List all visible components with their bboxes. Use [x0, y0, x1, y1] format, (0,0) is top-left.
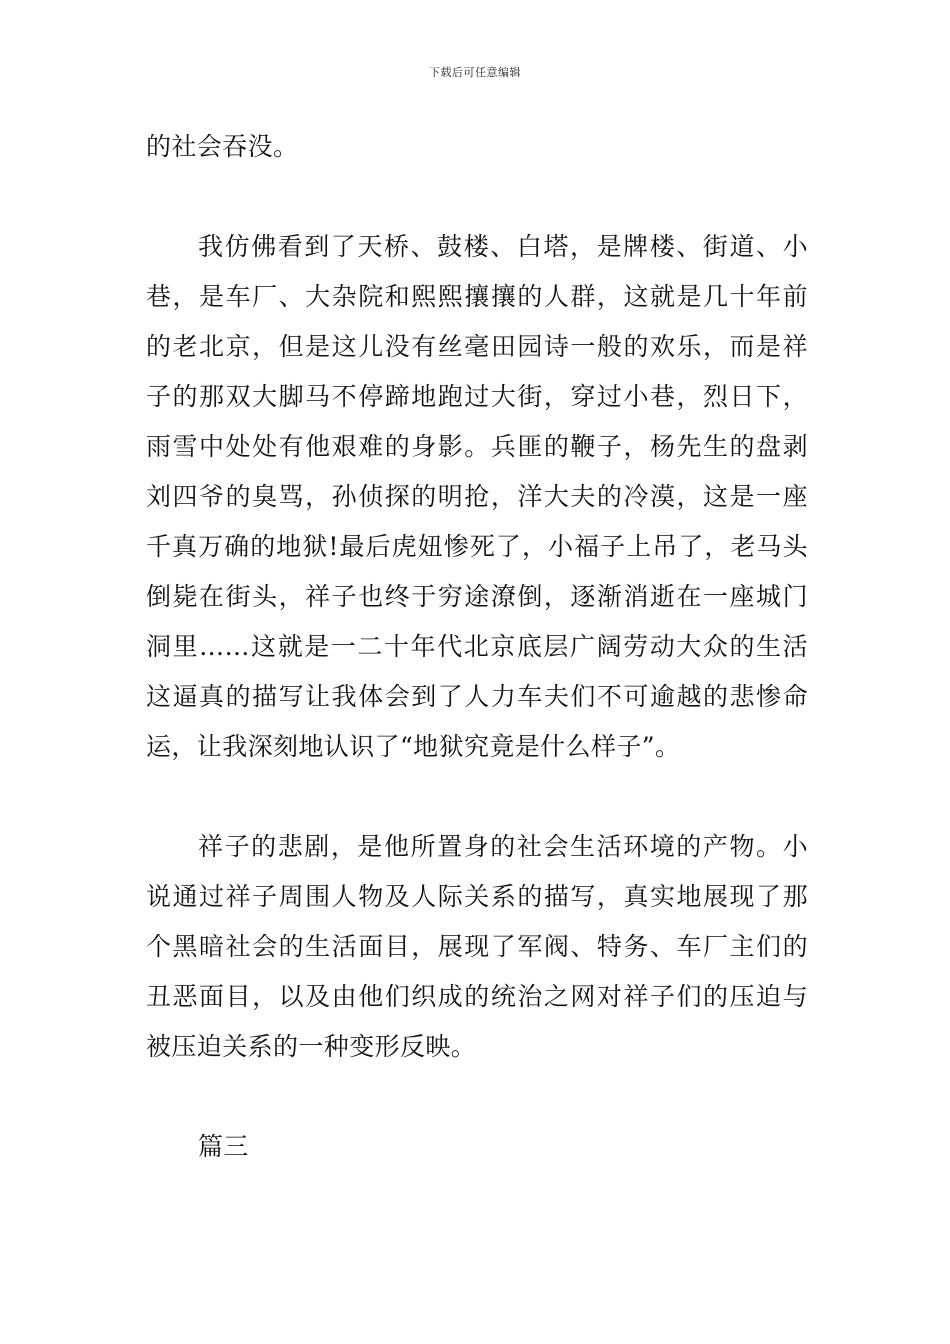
text-line: 这逼真的描写让我体会到了人力车夫们不可逾越的悲惨命 — [146, 682, 808, 711]
text-line: 被压迫关系的一种变形反映。 — [146, 1032, 477, 1061]
text-line: 的老北京，但是这儿没有丝毫田园诗一般的欢乐，而是祥 — [146, 332, 808, 361]
paragraph — [146, 222, 808, 772]
section-heading — [146, 1122, 808, 1172]
text-line: 个黑暗社会的生活面目，展现了军阀、特务、车厂主们的 — [146, 932, 808, 961]
paragraph-fragment — [146, 122, 808, 172]
text-line: 洞里……这就是一二十年代北京底层广阔劳动大众的生活 — [146, 632, 808, 661]
text-line: 祥子的悲剧，是他所置身的社会生活环境的产物。小 — [198, 832, 808, 861]
text-line: 雨雪中处处有他艰难的身影。兵匪的鞭子，杨先生的盘剥 — [146, 432, 808, 461]
text-line: 丑恶面目，以及由他们织成的统治之网对祥子们的压迫与 — [146, 982, 808, 1011]
text-line: 说通过祥子周围人物及人际关系的描写，真实地展现了那 — [146, 882, 808, 911]
text-line: 千真万确的地狱!最后虎妞惨死了，小福子上吊了，老马头 — [146, 532, 808, 561]
page-header: 下载后可任意编辑 — [429, 66, 521, 79]
text-line: 我仿佛看到了天桥、鼓楼、白塔，是牌楼、街道、小 — [198, 232, 808, 261]
text-line: 巷，是车厂、大杂院和熙熙攘攘的人群，这就是几十年前 — [146, 282, 808, 311]
text-line: 刘四爷的臭骂，孙侦探的明抢，洋大夫的冷漠，这是一座 — [146, 482, 808, 511]
text-line: 倒毙在街头，祥子也终于穷途潦倒，逐渐消逝在一座城门 — [146, 582, 808, 611]
text-line: 子的那双大脚马不停蹄地跑过大街，穿过小巷，烈日下， — [146, 382, 808, 411]
section-title: 篇三 — [198, 1132, 249, 1161]
text-line: 运，让我深刻地认识了“地狱究竟是什么样子”。 — [146, 732, 681, 761]
paragraph — [146, 822, 808, 1072]
text-line: 的社会吞没。 — [146, 132, 299, 161]
